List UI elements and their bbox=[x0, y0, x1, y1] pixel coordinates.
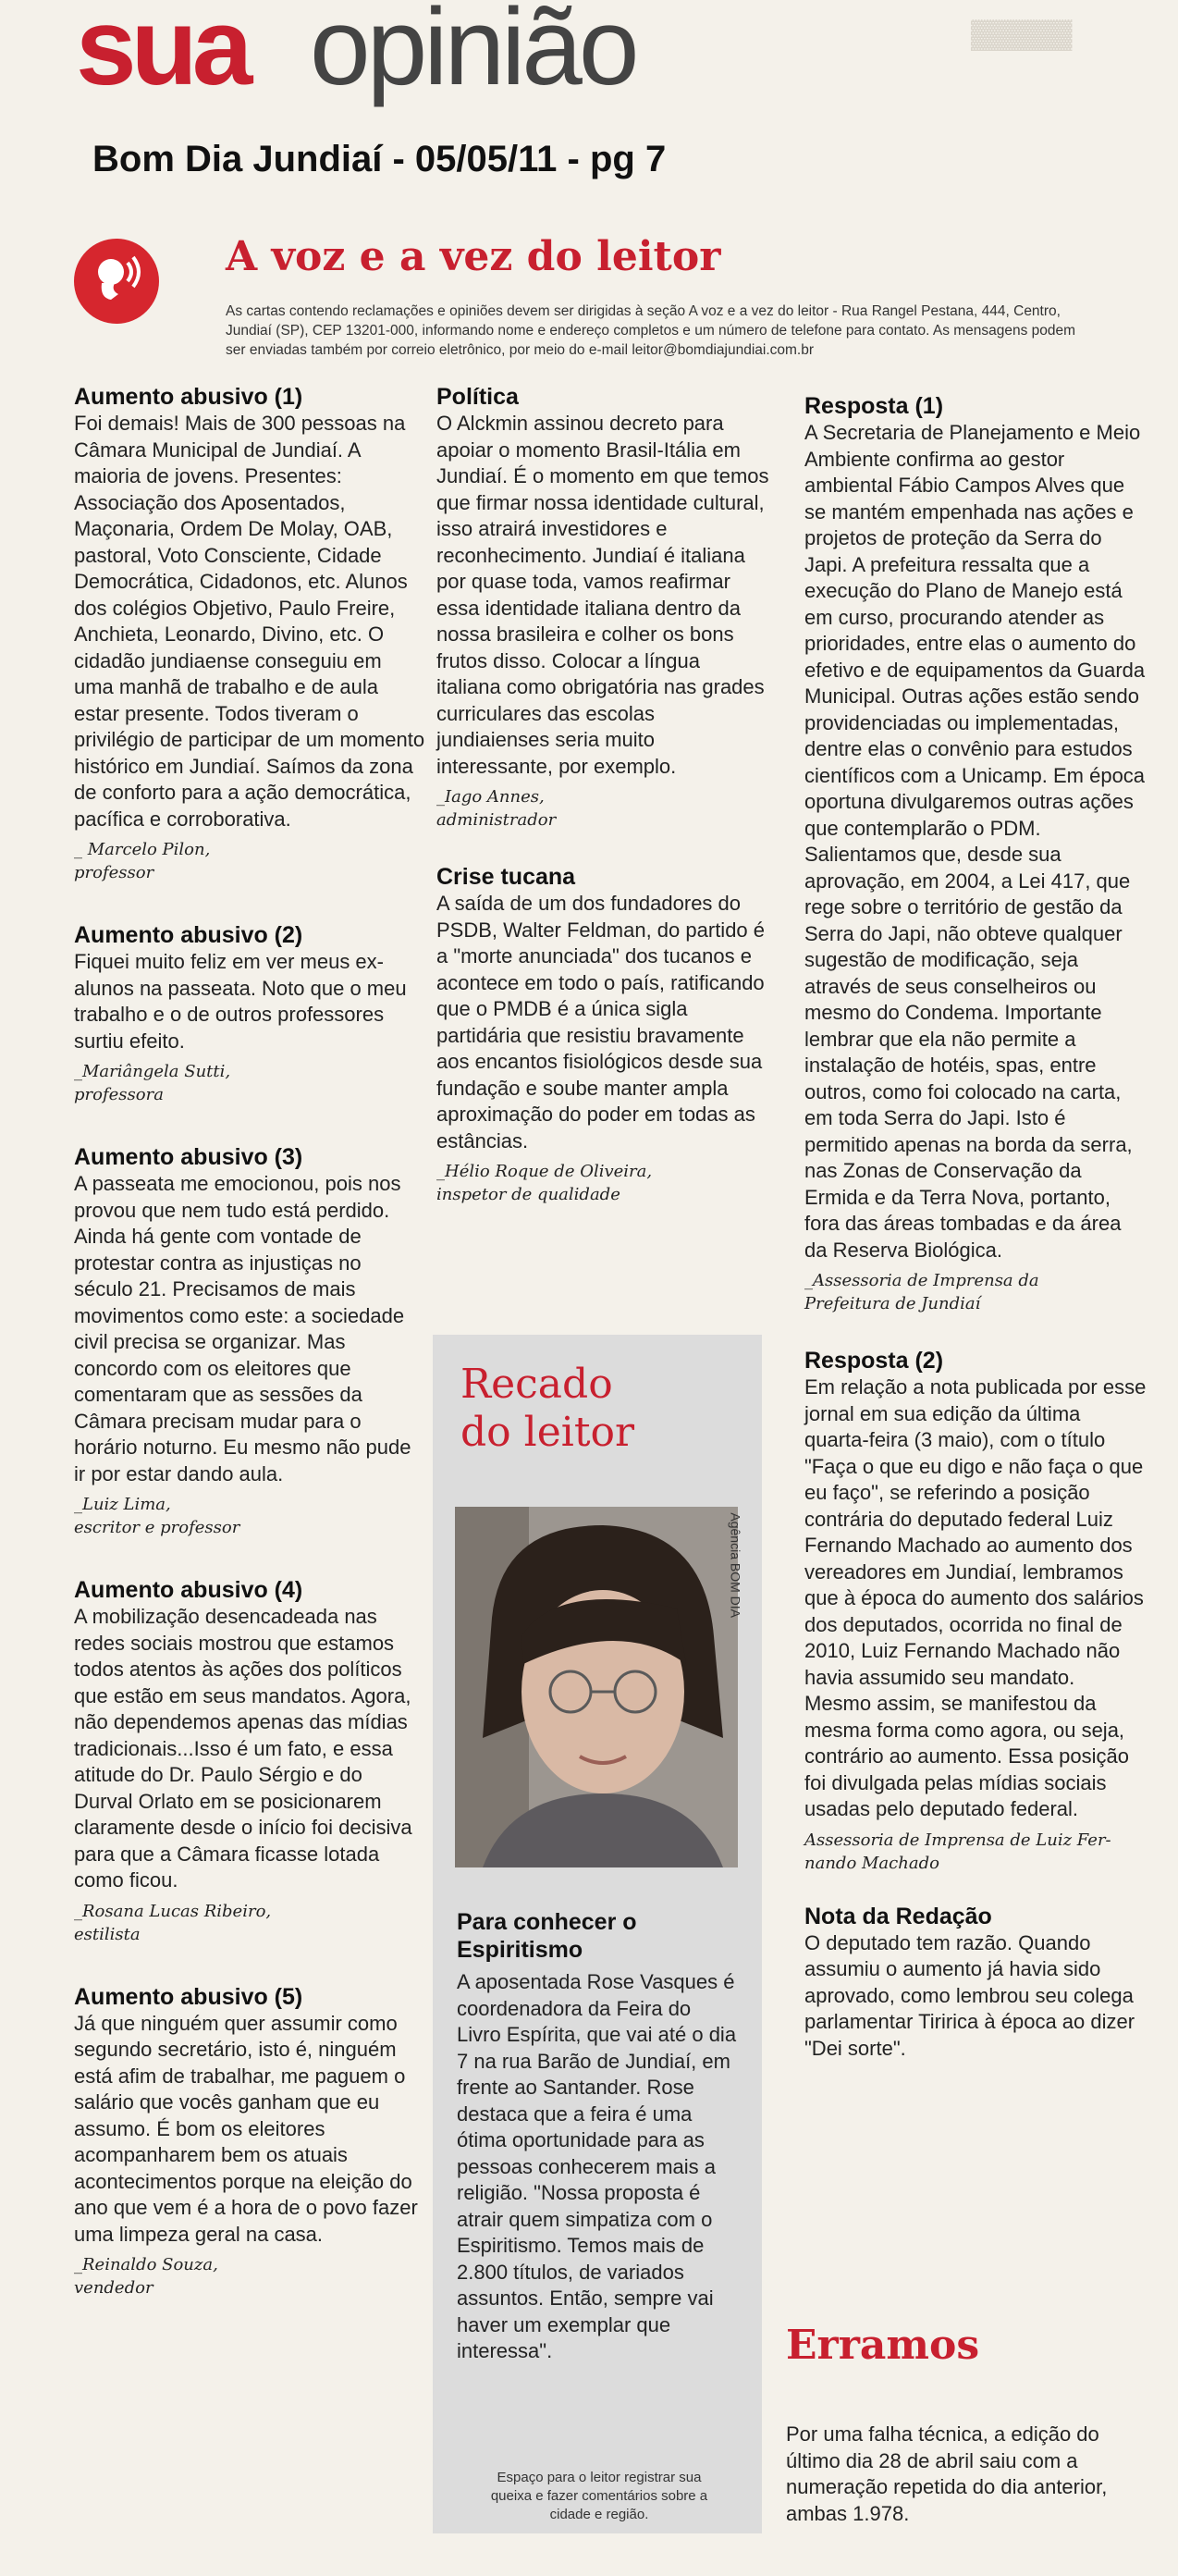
recado-box bbox=[433, 1335, 762, 2533]
reader-photo bbox=[455, 1507, 743, 1867]
letter-body: Fiquei muito feliz em ver meus ex-alunos na passeata. Noto que o meu trabalho e o de outros professores surtiu efeito. bbox=[74, 950, 407, 1053]
letter-author: _Hélio Roque de Oliveira, bbox=[436, 1162, 653, 1181]
letter-body: O Alckmin assinou decreto para apoiar o momento Brasil-Itália em Jundiaí. É o momento em que temos que firmar nossa identidade cultural, isso atrairá investidores e reconhecimento. Jundiaí é italiana por quase toda, vamos reafirmar essa identidade italiana dentro da nossa brasileira e colher os bons frutos disso. Colocar a língua italiana como obrigatória nas grades curriculares das escolas jundiaienses seria muito interessante, por exemplo. bbox=[436, 412, 769, 778]
letter bbox=[74, 1983, 425, 2300]
letter-body: Em relação a nota publicada por esse jornal em sua edição da última quarta-feira (3 maio), com o título "Faça o que eu digo e não faça o que eu faço", se referindo a posição contrária do deputado federal Luiz Fernando Machado ao aumento dos vereadores em Jundiaí, lembramos que à época do aumento dos salários dos deputados, ocorrida no final de 2010, Luiz Fernando Machado não havia assumido seu mandato. Mesmo assim, se manifestou da mesma forma como agora, ou seja, contrário ao aumento. Essa posição foi divulgada pelas mídias sociais usadas pelo deputado federal. bbox=[804, 1375, 1147, 1820]
letter-role: professor bbox=[74, 863, 154, 882]
letter-author: _Luiz Lima, bbox=[74, 1495, 171, 1514]
recado-title-line1: Recado bbox=[460, 1361, 613, 1408]
letter bbox=[74, 383, 425, 884]
letter-title: Aumento abusivo (5) bbox=[74, 1983, 303, 2010]
edition-line: Bom Dia Jundiaí - 05/05/11 - pg 7 bbox=[92, 139, 667, 179]
letter-title: Resposta (1) bbox=[804, 393, 944, 419]
letter-title: Aumento abusivo (2) bbox=[74, 922, 303, 948]
reader-photo-illustration bbox=[455, 1507, 738, 1867]
letter-author: _ Marcelo Pilon, bbox=[74, 840, 211, 859]
letter-body: Foi demais! Mais de 300 pessoas na Câmara Municipal de Jundiaí. A maioria de jovens. Presentes: Associação dos Aposentados, Maçonaria, Ordem De Molay, OAB, pastoral, Voto Consciente, Cidade Democrática, Cidadonos, etc. Alunos dos colégios Objetivo, Paulo Freire, Anchieta, Leonardo, Divino, etc. O cidadão jundiaense conseguiu em uma manhã de trabalho e de aula estar presente. Todos tiveram o privilégio de participar de um momento histórico em Jundiaí. Saímos da zona de conforto para a ação democrática, pacífica e corroborativa. bbox=[74, 412, 425, 831]
brand-bold: sua bbox=[76, 0, 248, 108]
letter-role: estilista bbox=[74, 1924, 141, 1944]
recado-footer: Espaço para o leitor registrar sua queixa e fazer comentários sobre a cidade e região. bbox=[490, 2470, 708, 2522]
letter-title: Aumento abusivo (1) bbox=[74, 384, 303, 410]
letter bbox=[804, 1347, 1147, 1875]
letter-body: A passeata me emocionou, pois nos provou que nem tudo está perdido. Ainda há gente com vontade de protestar contra as injustiças no século 21. Precisamos de mais movimentos como este: a sociedade civil precisa se organizar. Mas concordo com os eleitores que comentaram que as sessões da Câmara precisam mudar para o horário noturno. Eu mesmo não pude ir por estar dando aula. bbox=[74, 1172, 411, 1485]
letter-role: nando Machado bbox=[804, 1853, 939, 1873]
letter bbox=[74, 1576, 425, 1946]
letter-author: _Iago Annes, bbox=[436, 787, 545, 807]
letter-title: Política bbox=[436, 384, 519, 410]
letter-title: Nota da Redação bbox=[804, 1903, 992, 1929]
letter-author: _Assessoria de Imprensa da bbox=[804, 1271, 1039, 1290]
section-description: As cartas contendo reclamações e opiniões devem ser dirigidas à seção A voz e a vez do leitor - Rua Rangel Pestana, 444, Centro, Jundiaí (SP), CEP 13201-000, informando nome e endereço completos e um número de telefone para contato. As mensagens podem ser enviadas também por correio eletrônico, por meio do e-mail leitor@bomdiajundiai.com.br bbox=[226, 303, 1076, 358]
letter-role: Prefeitura de Jundiaí bbox=[804, 1294, 981, 1313]
letter-author: _Reinaldo Souza, bbox=[74, 2255, 218, 2274]
column-1 bbox=[74, 383, 425, 2299]
recado-text: A aposentada Rose Vasques é coordenadora da Feira do Livro Espírita, que vai até o dia 7 na rua Barão de Jundiaí, em frente ao Santander. Rose destaca que a feira é uma ótima oportunidade para as pessoas conhecerem mais a religião. "Nossa proposta é atrair quem simpatiza com o Espiritismo. Temos mais de 2.800 títulos, de variados assuntos. Então, sempre vai haver um exemplar que interessa". bbox=[457, 1970, 737, 2362]
letter-role: administrador bbox=[436, 810, 557, 830]
brand-light: opinião bbox=[310, 0, 636, 108]
letter-author: _Rosana Lucas Ribeiro, bbox=[74, 1901, 272, 1921]
photo-credit: Agência BOM DIA bbox=[729, 1512, 743, 1618]
letter-title: Resposta (2) bbox=[804, 1348, 944, 1374]
letter-body: A Secretaria de Planejamento e Meio Ambiente confirma ao gestor ambiental Fábio Campos Alves que se mantém empenhada nas ações e projetos de proteção da Serra do Japi. A prefeitura ressalta que a execução do Plano de Manejo está em curso, procurando atender as prioridades, entre elas o aumento do efetivo e de equipamentos da Guarda Municipal. Outras ações estão sendo providenciadas ou implementadas, dentre elas o convênio para estudos científicos com a Unicamp. Em época oportuna divulgaremos outras ações que contemplarão o PDM. Salientamos que, desde sua aprovação, em 2004, a Lei 417, que rege sobre o território de gestão da Serra do Japi, não obteve qualquer sugestão de modificação, seja através de seus conselheiros ou mesmo do Condema. Importante lembrar que ela não permite a instalação de hotéis, spas, entre outros, como foi colocado na carta, em toda Serra do Japi. Isto é permitido apenas na borda da serra, nas Zonas de Conservação da Ermida e da Terra Nova, portanto, fora das áreas tombadas e da área da Reserva Biológica. bbox=[804, 421, 1146, 1262]
speaker-icon-glyph bbox=[74, 239, 159, 324]
letter-body: A saída de um dos fundadores do PSDB, Walter Feldman, do partido é a "morte anunciada" dos tucanos e acontece em todo o país, ratificando que o PMDB é a única sigla partidária que resistiu bravamente aos encantos fisiológicos desde sua fundação e soube manter ampla aproximação do poder em todas as estâncias. bbox=[436, 892, 766, 1152]
letter-body: Já que ninguém quer assumir como segundo secretário, isto é, ninguém está afim de trabalhar, me paguem o salário que vocês ganham que eu assumo. É bom os eleitores acompanharem bem os atuais acontecimentos porque na eleição do ano que vem é a hora de o povo fazer uma limpeza geral na casa. bbox=[74, 2011, 418, 2246]
letter-title: Aumento abusivo (3) bbox=[74, 1144, 303, 1170]
bleed-text: ▓▓▓▓▓ bbox=[971, 18, 1073, 49]
speaker-icon bbox=[74, 239, 159, 324]
section-title: A voz e a vez do leitor bbox=[226, 233, 721, 280]
erramos-title: Erramos bbox=[786, 2322, 980, 2369]
recado-title bbox=[460, 1361, 634, 1457]
letter bbox=[804, 392, 1147, 1315]
recado-heading: Para conhecer o Espiritismo bbox=[457, 1909, 637, 1963]
editor-note bbox=[804, 1903, 1147, 2063]
column-3 bbox=[804, 392, 1147, 2062]
recado-body bbox=[457, 1908, 740, 2365]
letter bbox=[74, 921, 425, 1106]
letter bbox=[74, 1143, 425, 1539]
letter-body: A mobilização desencadeada nas redes sociais mostrou que estamos todos atentos às ações dos políticos que estão em seus mandatos. Agora, não dependemos apenas das mídias tradicionais...Isso é um fato, e essa atitude do Dr. Paulo Sérgio e do Durval Orlato em se posicionarem claramente desde o início foi decisiva para que a Câmara ficasse lotada como ficou. bbox=[74, 1605, 412, 1892]
erramos-body: Por uma falha técnica, a edição do último dia 28 de abril saiu com a numeração repetida do dia anterior, ambas 1.978. bbox=[786, 2422, 1108, 2525]
column-2 bbox=[436, 383, 769, 1206]
letter-title: Crise tucana bbox=[436, 864, 576, 890]
letter bbox=[436, 383, 769, 832]
recado-title-line2: do leitor bbox=[460, 1409, 635, 1456]
letter-role: vendedor bbox=[74, 2278, 153, 2298]
letter bbox=[436, 863, 769, 1206]
letter-role: inspetor de qualidade bbox=[436, 1185, 620, 1204]
letter-role: escritor e professor bbox=[74, 1518, 240, 1537]
letter-role: professora bbox=[74, 1085, 164, 1104]
letter-body: O deputado tem razão. Quando assumiu o aumento já havia sido aprovado, como lembrou seu colega parlamentar Tiririca à época ao dizer "Dei sorte". bbox=[804, 1930, 1135, 2060]
letter-title: Aumento abusivo (4) bbox=[74, 1577, 303, 1603]
letter-author: _Mariângela Sutti, bbox=[74, 1062, 231, 1081]
letter-author: Assessoria de Imprensa de Luiz Fer- bbox=[804, 1830, 1111, 1850]
